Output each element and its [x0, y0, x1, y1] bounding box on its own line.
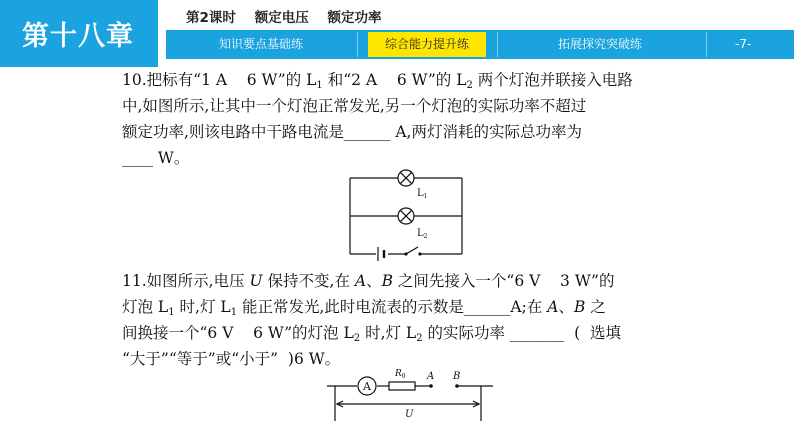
resistor-icon: [389, 382, 415, 390]
chapter-banner: [0, 0, 158, 67]
q10-line-3: 额定功率,则该电路中干路电流是______ A,两灯消耗的实际总功率为: [122, 123, 582, 141]
resistor-label: R: [395, 369, 402, 379]
q11-line-3: 间换接一个“6 V 6 W”的灯泡 $L_2$ 时,灯 $L_2$ 的实际功率 _______ ( 选填: [122, 324, 621, 344]
lamp1-label: L: [417, 188, 424, 199]
q10-line-1: 10.把标有“1 A 6 W”的 $L_1$ 和“2 A 6 W”的 $L_2$ 两个灯泡并联接入电路: [122, 71, 633, 91]
svg-text:R0: $R_0$: [395, 369, 406, 380]
tab-divider: [497, 32, 498, 57]
chapter-title: 第十八章: [22, 21, 134, 52]
q10-line-2: 中,如图所示,让其中一个灯泡正常发光,另一个灯泡的实际功率不超过: [122, 97, 587, 115]
lesson-title: 第2课时 额定电压 额定功率: [186, 10, 382, 26]
lamp-icon: [398, 170, 414, 186]
point-a-label: A: [427, 371, 435, 382]
q10-line-4: ____ W。: [122, 149, 190, 167]
point-b-label: B: [453, 371, 461, 382]
page-number: -7-: [735, 37, 752, 51]
q11-line-4: “大于”“等于”或“小于” )6 W。: [122, 350, 341, 368]
svg-text:L1: $L_1$: [417, 188, 428, 200]
svg-text:L2: $L_2$: [417, 228, 428, 240]
q11-circuit-diagram: [325, 366, 495, 426]
ammeter-label: A: [363, 380, 371, 393]
tab-extension-practice[interactable]: 拓展探究突破练: [557, 37, 642, 51]
q11-line-1: 11.如图所示,电压 U 保持不变,在 A、B 之间先接入一个“6 V 3 W”的: [122, 272, 615, 290]
tab-divider: [357, 32, 358, 57]
q10-circuit-diagram: [340, 168, 470, 268]
q11-line-2: 灯泡 $L_1$ 时,灯 $L_1$ 能正常发光,此时电流表的示数是______A;在 A、B 之: [122, 298, 606, 318]
tab-comprehensive-practice[interactable]: 综合能力提升练: [368, 32, 486, 57]
lamp-icon: [398, 208, 414, 224]
lamp2-label: L: [417, 228, 424, 239]
tab-basic-practice[interactable]: 知识要点基础练: [218, 37, 303, 51]
voltage-label: U: [405, 409, 414, 420]
tab-divider: [706, 32, 707, 57]
